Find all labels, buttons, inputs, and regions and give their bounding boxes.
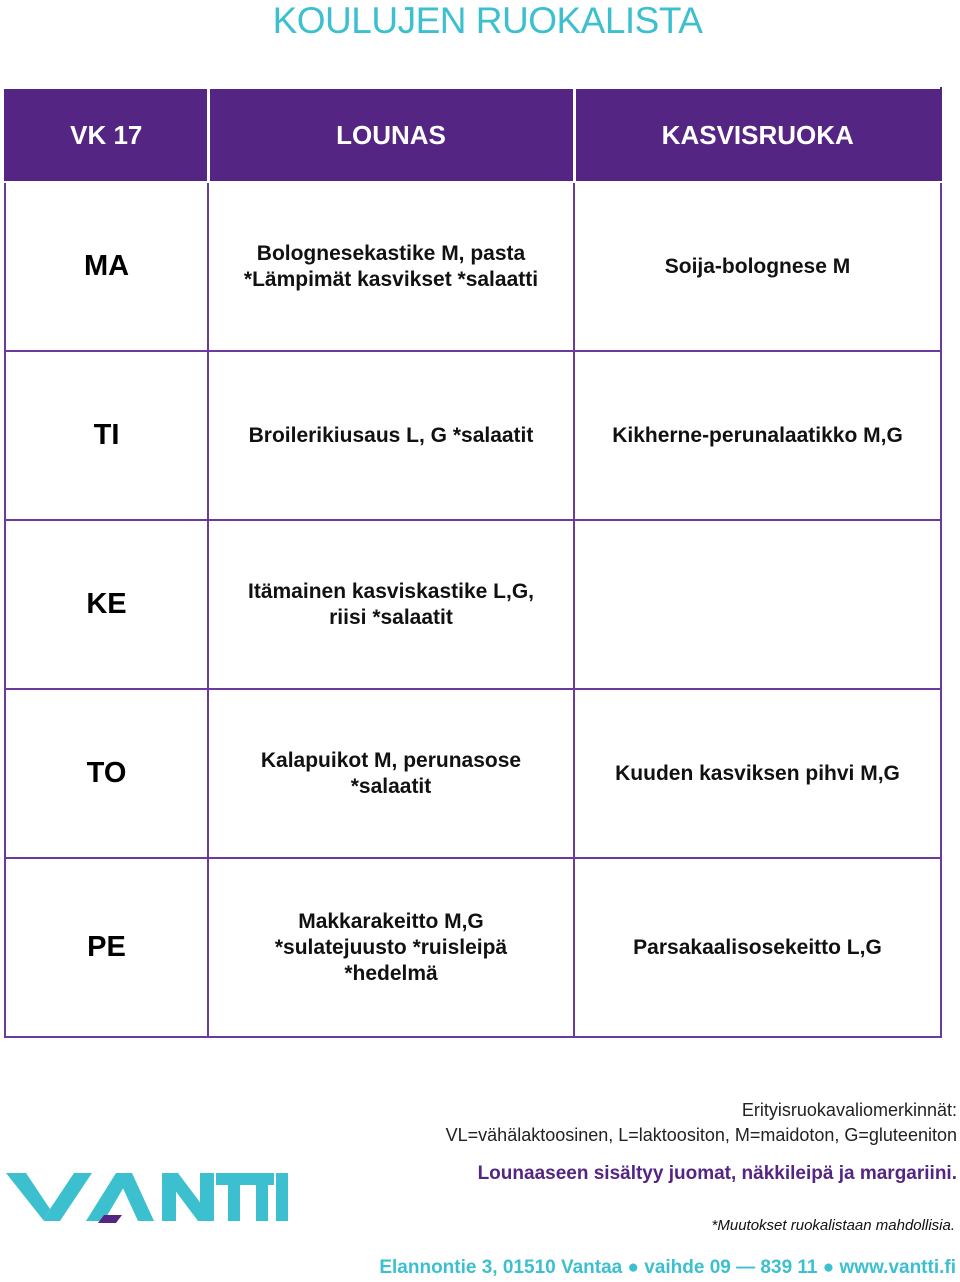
veg-dish: Kuuden kasviksen pihvi M,G bbox=[574, 689, 941, 858]
lunch-header: LOUNAS bbox=[208, 88, 574, 182]
table-row bbox=[5, 858, 941, 1037]
lunch-dish: Broilerikiusaus L, G *salaatit bbox=[208, 351, 574, 520]
table-row bbox=[5, 182, 941, 351]
lunch-dish: Bolognesekastike M, pasta *Lämpimät kasvikset *salaatti bbox=[208, 182, 574, 351]
lunch-dish: Makkarakeitto M,G *sulatejuusto *ruisleipä *hedelmä bbox=[208, 858, 574, 1037]
menu-table bbox=[4, 87, 942, 1038]
vantti-logo bbox=[4, 1165, 289, 1225]
veg-dish: Kikherne-perunalaatikko M,G bbox=[574, 351, 941, 520]
lunch-dish: Itämainen kasviskastike L,G, riisi *salaatit bbox=[208, 520, 574, 689]
changes-note: *Muutokset ruokalistaan mahdollisia. bbox=[711, 1217, 955, 1234]
veg-dish: Soija-bolognese M bbox=[574, 182, 941, 351]
veg-header: KASVISRUOKA bbox=[574, 88, 941, 182]
diet-notes-legend: VL=vähälaktoosinen, L=laktoositon, M=maidoton, G=gluteeniton bbox=[445, 1125, 957, 1145]
week-header: VK 17 bbox=[5, 88, 208, 182]
day-label: TO bbox=[5, 689, 208, 858]
header-row bbox=[5, 88, 941, 182]
included-note: Lounaaseen sisältyy juomat, näkkileipä ja margariini. bbox=[477, 1163, 957, 1184]
veg-dish bbox=[574, 520, 941, 689]
table-row bbox=[5, 689, 941, 858]
day-label: KE bbox=[5, 520, 208, 689]
day-label: TI bbox=[5, 351, 208, 520]
day-label: PE bbox=[5, 858, 208, 1037]
veg-dish: Parsakaalisosekeitto L,G bbox=[574, 858, 941, 1037]
diet-notes bbox=[446, 1098, 957, 1148]
diet-notes-heading: Erityisruokavaliomerkinnät: bbox=[741, 1100, 957, 1120]
page-title: KOULUJEN RUOKALISTA bbox=[272, 0, 703, 41]
table-row bbox=[5, 351, 941, 520]
lunch-dish: Kalapuikot M, perunasose *salaatit bbox=[208, 689, 574, 858]
footer-address: Elannontie 3, 01510 Vantaa ● vaihde 09 — 839 11 ● www.vantti.fi bbox=[379, 1257, 956, 1278]
table-row bbox=[5, 520, 941, 689]
day-label: MA bbox=[5, 182, 208, 351]
